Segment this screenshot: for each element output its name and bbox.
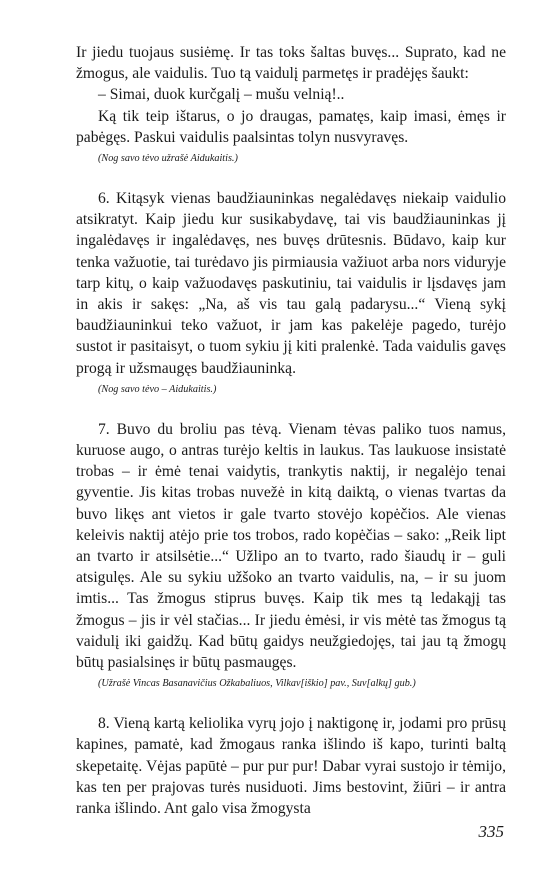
page-body: [76, 42, 506, 819]
paragraph: 7. Buvo du broliu pas tėvą. Vienam tėvas paliko tuos namus, kuruose augo, o antras turėjo keltis in laukus. Tas laukuose insistatė trobas – ir ėmė tenai vaidytis, trankytis naktij, ir negalėjo tenai gyventie. Jis kitas trobas nuvežė in kitą daiktą, o vienas tvartas da buvo likęs ant vietos ir gale tvarto stovėjo kopėčios. Ale vienas keleivis naktij atėjo prie tos trobos, rado kopėčias – sako: „Reik lipt an tvarto ir atsilsėtie...“ Užlipo an to tvarto, rado šiaudų ir – guli atsigulęs. Ale su sykiu užšoko an tvarto vaidulis, na, – ir su juom imtis... Tas žmogus stiprus buvęs. Kaip tik mes tą ledakąjį tas žmogus – jis ir vėl stačias... Ir jiedu ėmėsi, ir vis mėtė tas žmogus tą vaidulį iki gaidžų. Kad būtų gaidys neužgiedojęs, tai jau tą žmogų būtų pasialsinęs ir būtų pasmaugęs.: [76, 420, 506, 672]
paragraph: Ką tik teip ištarus, o jo draugas, pamatęs, kaip imasi, ėmęs ir pabėgęs. Paskui vaidulis paalsintas tolyn nusvyravęs.: [76, 107, 506, 146]
paragraph: 8. Vieną kartą keliolika vyrų jojo į naktigonę ir, jodami pro prūsų kapines, pamatė, kad žmogaus ranka išlindo iš kapo, turinti baltą skepetaitę. Vėjas papūtė – pur pur pur! Dabar vyrai sustojo ir tėmijo, kas ten per prajovas turės nusiduoti. Jims bestovint, žiūri – ir antra ranka išlindo. Ant galo visa žmogysta: [76, 715, 506, 818]
source-note: (Nog savo tėvo užrašė Aidukaitis.): [98, 153, 238, 165]
paragraph-gap: [76, 397, 506, 419]
paragraph-gap: [76, 166, 506, 188]
paragraph-gap: [76, 691, 506, 713]
page-number: 335: [478, 822, 504, 841]
paragraph: – Simai, duok kurčgalį – mušu velnią!..: [98, 86, 345, 104]
paragraph: 6. Kitąsyk vienas baudžiauninkas negalėdavęs niekaip vaidulio atsikratyt. Kaip jiedu kur susikabydavę, tai vis baudžiauninkas jį ingalėdavęs ir ingalėdavęs, nes buvęs drūtesnis. Būdavo, kaip kur tenka važuotie, tai turėdavo jis pirmiausia važiuot arba nors viduryje tarp kitų, o kaip važuodavęs paskutiniu, tai vaidulis ir lįsdavęs jam in akis ir sakęs: „Na, aš vis tau galą padarysu...“ Vieną sykį baudžiauninkui teko važuot, ir jam kas pakelėje pagedo, turėjo sustot ir pasitaisyt, o tuom sykiu jį kiti pralenkė. Tada vaidulis gavęs progą ir užsmaugęs baudžiauninką.: [76, 190, 506, 377]
source-note: (Užrašė Vincas Basanavičius Ožkabaliuos, Vilkav[iškio] pav., Suv[alkų] gub.): [98, 678, 416, 690]
paragraph: Ir jiedu tuojaus susiėmę. Ir tas toks šaltas buvęs... Suprato, kad ne žmogus, ale vaidulis. Tuo tą vaidulį parmetęs ir pradėjęs šaukt:: [76, 44, 506, 83]
source-note: (Nog savo tėvo – Aidukaitis.): [98, 383, 217, 395]
